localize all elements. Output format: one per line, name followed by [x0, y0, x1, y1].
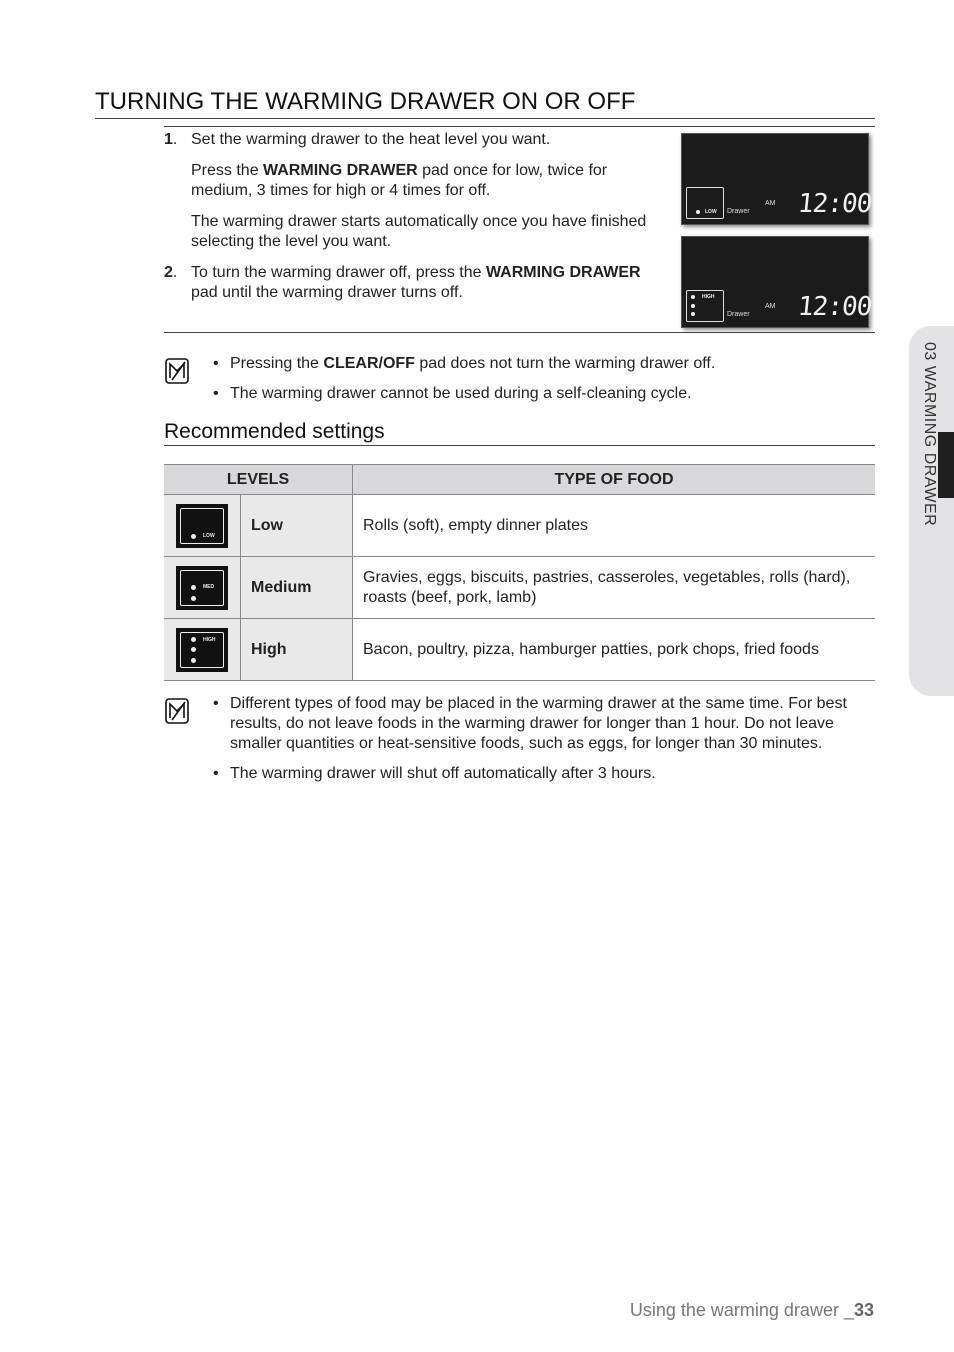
level-label: HIGH — [702, 294, 715, 300]
warming-drawer-pad — [686, 187, 724, 219]
note-2-list — [213, 694, 873, 794]
chapter-marker — [938, 432, 954, 498]
level-dot-icon — [691, 295, 695, 299]
drawer-label: Drawer — [727, 208, 750, 215]
table-header-row — [164, 465, 875, 495]
page-title: TURNING THE WARMING DRAWER ON OR OFF — [95, 88, 875, 119]
note-icon — [165, 698, 189, 724]
page-number: 33 — [853, 1300, 874, 1320]
level-dot-icon — [696, 210, 700, 214]
steps-bottom-rule — [164, 332, 875, 333]
control-panel-low — [681, 133, 873, 225]
step-number: 1. — [164, 131, 178, 148]
clock-display: 12:00 — [796, 189, 873, 219]
level-dot-icon — [691, 304, 695, 308]
footer-text: Using the warming drawer _ — [629, 1300, 854, 1320]
drawer-label: Drawer — [727, 311, 750, 318]
level-name: High — [241, 619, 353, 681]
level-icon-cell — [164, 495, 241, 557]
control-panel-high — [681, 236, 873, 328]
note-1-list — [213, 354, 873, 414]
food-column-header: TYPE OF FOOD — [353, 465, 876, 495]
step-1 — [164, 130, 664, 252]
list-item: • The warming drawer cannot be used during a self-cleaning cycle. — [213, 384, 873, 404]
page-footer — [630, 1300, 874, 1321]
low-level-pad-icon: LOW — [176, 504, 228, 548]
food-types: Gravies, eggs, biscuits, pastries, casseroles, vegetables, rolls (hard), roasts (beef, pork, lamb) — [353, 557, 876, 619]
clock-display: 12:00 — [796, 292, 873, 322]
step-1-line-2: Press the WARMING DRAWER pad once for low, twice for medium, 3 times for high or 4 times for off. — [191, 162, 608, 199]
levels-column-header: LEVELS — [164, 465, 353, 495]
food-types: Bacon, poultry, pizza, hamburger patties, pork chops, fried foods — [353, 619, 876, 681]
step-1-line-3: The warming drawer starts automatically once you have finished selecting the level you want. — [191, 213, 647, 250]
level-icon-cell — [164, 557, 241, 619]
warming-drawer-pad — [686, 290, 724, 322]
level-icon-cell — [164, 619, 241, 681]
level-name: Low — [241, 495, 353, 557]
level-label: LOW — [705, 209, 717, 215]
recommended-settings-table — [164, 464, 875, 681]
list-item: • Different types of food may be placed in the warming drawer at the same time. For best results, do not leave foods in the warming drawer for longer than 1 hour. Do not leave smaller quantities or heat-sensitive foods, such as eggs, for longer than 30 minutes. — [213, 694, 873, 754]
list-item: • The warming drawer will shut off automatically after 3 hours. — [213, 764, 873, 784]
note-icon — [165, 358, 189, 384]
am-indicator: AM — [765, 303, 776, 310]
table-row — [164, 495, 875, 557]
step-1-line-1: Set the warming drawer to the heat level you want. — [191, 131, 551, 148]
step-2-text: To turn the warming drawer off, press the WARMING DRAWER pad until the warming drawer turns off. — [191, 264, 641, 301]
am-indicator: AM — [765, 200, 776, 207]
high-level-pad-icon: HIGH — [176, 628, 228, 672]
step-2 — [164, 263, 664, 303]
chapter-label: 03 WARMING DRAWER — [921, 342, 938, 527]
table-row — [164, 619, 875, 681]
steps-section — [164, 130, 664, 314]
step-number: 2. — [164, 264, 178, 281]
medium-level-pad-icon: MED — [176, 566, 228, 610]
level-name: Medium — [241, 557, 353, 619]
level-dot-icon — [691, 312, 695, 316]
list-item: • Pressing the CLEAR/OFF pad does not turn the warming drawer off. — [213, 354, 873, 374]
food-types: Rolls (soft), empty dinner plates — [353, 495, 876, 557]
table-row — [164, 557, 875, 619]
steps-top-rule — [164, 126, 875, 127]
recommended-settings-heading: Recommended settings — [164, 420, 875, 446]
